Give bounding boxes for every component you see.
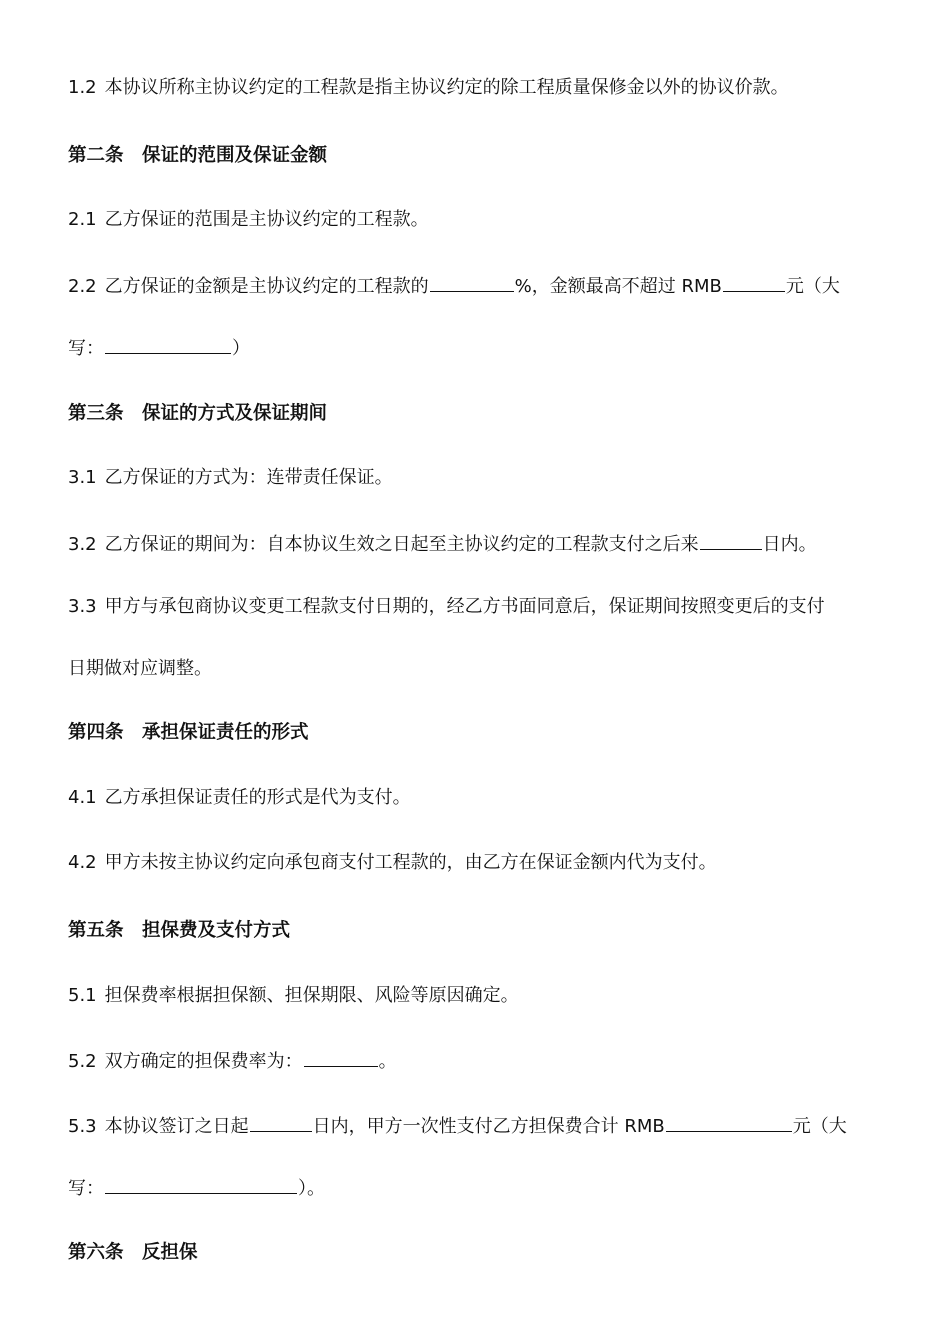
clause-2-1 [68,208,429,232]
clause-3-1 [68,466,393,490]
clause-text: ）。 [298,1178,325,1199]
clause-text: 元（大 [792,1116,847,1137]
clause-text: ） [232,338,250,359]
clause-4-2 [68,851,717,875]
clause-number: 5.2 [68,1051,97,1072]
clause-text: 乙方保证的期间为：自本协议生效之日起至主协议约定的工程款支付之后来 [104,534,699,555]
clause-number: 3.3 [68,596,97,617]
article-2-heading: 第二条 保证的范围及保证金额 [68,145,328,166]
clause-1-2 [68,76,789,100]
clause-text: 双方确定的担保费率为： [104,1051,303,1072]
clause-text: 元（大 [785,276,840,297]
max-amount-blank[interactable] [723,273,785,292]
fee-in-words-blank[interactable] [105,1175,297,1194]
clause-5-1 [68,984,519,1008]
clause-text: 担保费率根据担保额、担保期限、风险等原因确定。 [104,985,519,1006]
clause-5-2 [68,1048,397,1074]
clause-3-3 [68,595,825,619]
clause-number: 4.1 [68,787,97,808]
clause-4-1 [68,786,411,810]
fee-rate-blank[interactable] [304,1048,378,1067]
clause-number: 1.2 [68,77,97,98]
days-blank[interactable] [700,531,762,550]
clause-text: 甲方未按主协议约定向承包商支付工程款的，由乙方在保证金额内代为支付。 [104,852,717,873]
clause-number: 3.1 [68,467,97,488]
clause-number: 3.2 [68,534,97,555]
clause-text: 。 [378,1051,397,1072]
clause-text: 写： [68,1178,104,1199]
clause-text: 日内，甲方一次性支付乙方担保费合计 RMB [312,1116,665,1137]
article-5-heading: 第五条 担保费及支付方式 [68,920,291,941]
clause-text: 乙方保证的方式为：连带责任保证。 [104,467,393,488]
amount-in-words-blank[interactable] [105,335,231,354]
clause-number: 2.1 [68,209,97,230]
clause-2-2 [68,273,840,299]
clause-3-2 [68,531,817,557]
clause-text: %，金额最高不超过 RMB [514,276,722,297]
clause-text: 乙方承担保证责任的形式是代为支付。 [104,787,411,808]
clause-text: 甲方与承包商协议变更工程款支付日期的，经乙方书面同意后，保证期间按照变更后的支付 [104,596,825,617]
clause-number: 5.3 [68,1116,97,1137]
clause-text: 本协议签订之日起 [104,1116,249,1137]
clause-5-3 [68,1113,847,1139]
clause-text: 本协议所称主协议约定的工程款是指主协议约定的除工程质量保修金以外的协议价款。 [104,77,789,98]
clause-number: 2.2 [68,276,97,297]
clause-2-2-continued [68,335,250,361]
fee-amount-blank[interactable] [666,1113,792,1132]
clause-text: 写： [68,338,104,359]
article-3-heading: 第三条 保证的方式及保证期间 [68,403,328,424]
clause-number: 4.2 [68,852,97,873]
clause-text: 乙方保证的金额是主协议约定的工程款的 [104,276,429,297]
clause-5-3-continued [68,1175,325,1201]
clause-text: 乙方保证的范围是主协议约定的工程款。 [104,209,429,230]
clause-3-3-continued: 日期做对应调整。 [68,658,212,679]
clause-text: 日内。 [762,534,817,555]
article-4-heading: 第四条 承担保证责任的形式 [68,722,309,743]
percentage-blank[interactable] [430,273,514,292]
article-6-heading: 第六条 反担保 [68,1242,198,1263]
clause-number: 5.1 [68,985,97,1006]
payment-days-blank[interactable] [250,1113,312,1132]
